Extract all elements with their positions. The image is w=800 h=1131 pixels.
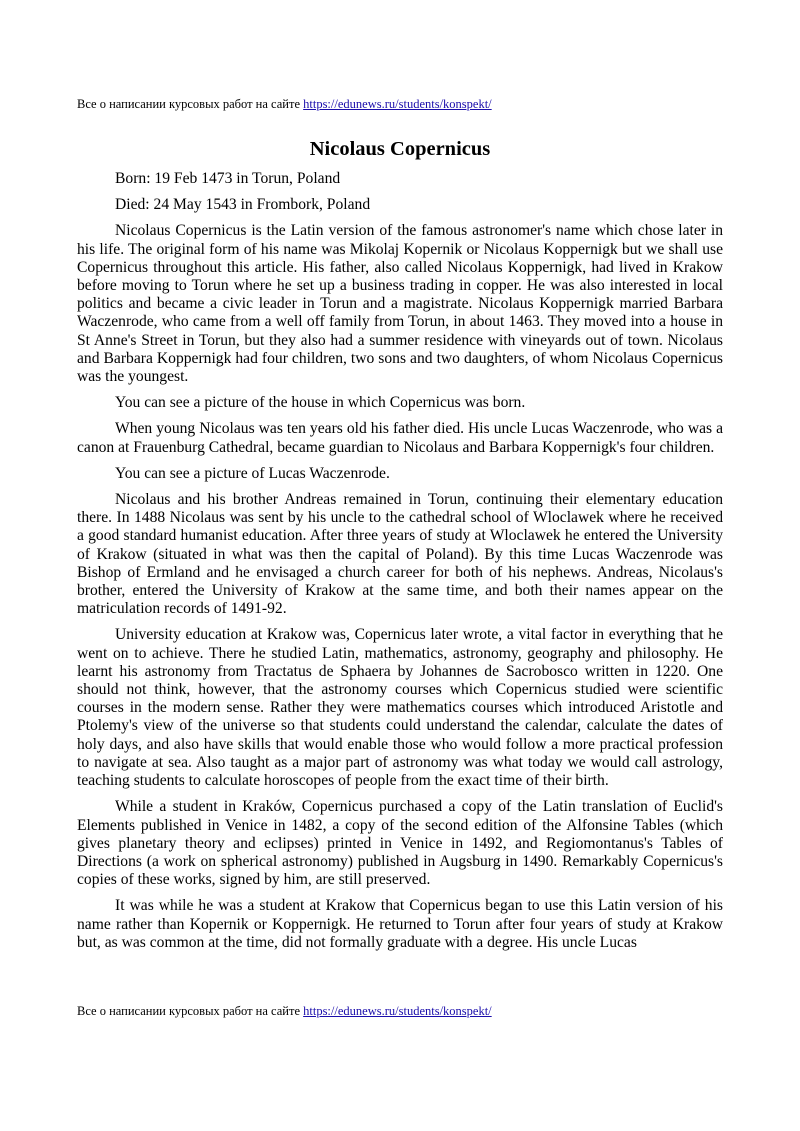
paragraph-house-picture: You can see a picture of the house in which Copernicus was born. <box>115 394 526 412</box>
died-line: Died: 24 May 1543 in Frombork, Poland <box>115 196 371 214</box>
document-title: Nicolaus Copernicus <box>309 138 491 160</box>
paragraph-uncle-picture: You can see a picture of Lucas Waczenrode. <box>115 464 390 482</box>
paragraph-books: While a student in Kraków, Copernicus purchased a copy of the Latin translation of Euclid's Elements published in Venice in 1482, a copy of the second edition of the Alfonsine Tables (which gives planetary theory and eclipses) printed in Venice in 1492, and Regiomontanus's Tables of Directions (a work on spherical astronomy) published in Augsburg in 1490. Remarkably Copernicus's copies of these works, signed by him, are still preserved. <box>77 798 723 889</box>
born-line: Born: 19 Feb 1473 in Torun, Poland <box>115 170 341 187</box>
header-link[interactable]: https://edunews.ru/students/konspekt/ <box>303 97 492 111</box>
paragraph-latin-name: It was while he was a student at Krakow that Copernicus began to use this Latin version of his name rather than Kopernik or Koppernigk. He returned to Torun after four years of study at Krakow but, as was common at the time, did not formally graduate with a degree. His uncle Lucas <box>77 897 723 951</box>
paragraph-family: Nicolaus Copernicus is the Latin version of the famous astronomer's name which chose later in his life. The original form of his name was Mikolaj Kopernik or Nicolaus Koppernigk but we shall use Copernicus throughout this article. His father, also called Nicolaus Koppernigk, had lived in Krakow before moving to Torun where he set up a business trading in copper. He was also interested in local politics and became a civic leader in Torun and a magistrate. Nicolaus Koppernigk married Barbara Waczenrode, who came from a well off family from Torun, in about 1463. They moved into a house in St Anne's Street in Torun, but they also had a summer residence with vineyards out of town. Nicolaus and Barbara Koppernigk had four children, two sons and two daughters, of whom Nicolaus Copernicus was the youngest. <box>77 222 723 386</box>
page-header <box>77 96 492 112</box>
footer-link[interactable]: https://edunews.ru/students/konspekt/ <box>303 1004 492 1018</box>
header-text: Все о написании курсовых работ на сайте <box>77 97 304 111</box>
footer-text: Все о написании курсовых работ на сайте <box>77 1004 304 1018</box>
paragraph-education: Nicolaus and his brother Andreas remained in Torun, continuing their elementary education there. In 1488 Nicolaus was sent by his uncle to the cathedral school of Wloclawek where he received a good standard humanist education. After three years of study at Wloclawek he entered the University of Krakow (situated in what was then the capital of Poland). By this time Lucas Waczenrode was Bishop of Ermland and he envisaged a church career for both of his nephews. Andreas, Nicolaus's brother, entered the University of Krakow at the same time, and both their names appear on the matriculation records of 1491-92. <box>77 491 723 618</box>
paragraph-university: University education at Krakow was, Copernicus later wrote, a vital factor in everything that he went on to achieve. There he studied Latin, mathematics, astronomy, geography and philosophy. He learnt his astronomy from Tractatus de Sphaera by Johannes de Sacrobosco written in 1220. One should not think, however, that the astronomy courses which Copernicus studied were scientific courses in the modern sense. Rather they were mathematics courses which introduced Aristotle and Ptolemy's view of the universe so that students could understand the calendar, calculate the dates of holy days, and also have skills that would enable those who would follow a more practical profession to navigate at sea. Also taught as a major part of astronomy was what today we would call astrology, teaching students to calculate horoscopes of people from the exact time of their birth. <box>77 626 723 790</box>
paragraph-father-died: When young Nicolaus was ten years old his father died. His uncle Lucas Waczenrode, who was a canon at Frauenburg Cathedral, became guardian to Nicolaus and Barbara Koppernigk's four children. <box>77 420 723 456</box>
page-footer <box>77 1003 492 1019</box>
document-body <box>77 136 723 952</box>
